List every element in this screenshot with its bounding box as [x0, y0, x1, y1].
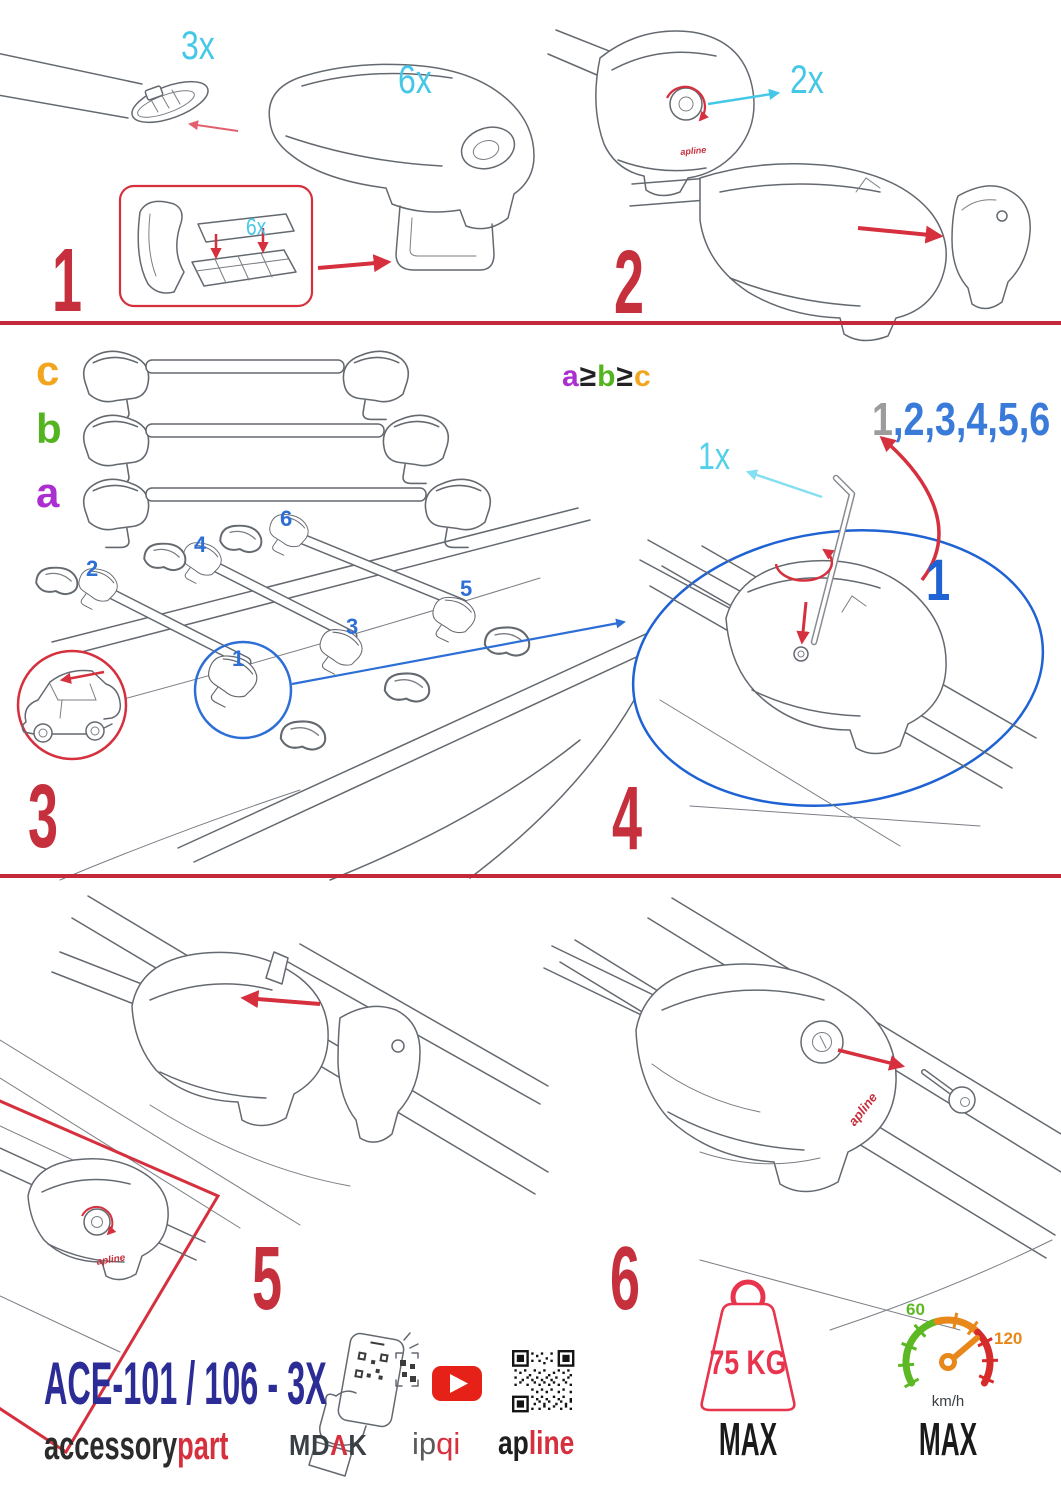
car-inset [18, 651, 126, 759]
step-number-3: 3 [28, 767, 59, 867]
pad-quantity-label: 6x [246, 214, 267, 241]
tool-quantity-label: 1x [698, 436, 731, 478]
max-weight-value: 75 KG [709, 1344, 787, 1382]
knob-quantity-label: 2x [790, 58, 824, 102]
size-formula [562, 362, 652, 392]
roof-position-3: 3 [346, 614, 359, 639]
roof-position-6: 6 [280, 506, 293, 531]
mdak-logo [289, 1432, 368, 1461]
youtube-icon [432, 1366, 482, 1401]
pad-to-foot-arrow [318, 262, 388, 268]
qr-code [510, 1348, 577, 1415]
tighten-order-number: 1 [926, 548, 951, 613]
apline-logo-step2: apline [679, 144, 707, 157]
sequence-first: 1 [872, 393, 893, 445]
section-divider-2 [0, 874, 1061, 878]
accessorypart-logo [44, 1426, 228, 1466]
size-label-a: a [36, 469, 60, 516]
apline-footer-logo [498, 1426, 574, 1459]
formula-ge1: ≥ [579, 360, 598, 393]
apline-red: line [528, 1424, 575, 1461]
step-number-2: 2 [614, 233, 645, 333]
speed-unit-label: km/h [931, 1393, 965, 1410]
sequence-rest: ,2,3,4,5,6 [892, 393, 1051, 445]
roof-position-1: 1 [232, 646, 245, 671]
size-label-c: c [36, 347, 60, 394]
ipqi-prefix: ip [412, 1426, 437, 1461]
bar-size-b [84, 415, 449, 483]
ipqi-accent: qi [436, 1426, 461, 1461]
step-number-1: 1 [52, 231, 83, 331]
insert-bar-arrow [190, 124, 238, 131]
roof-position-2: 2 [86, 556, 99, 581]
bar-quantity-label: 3x [181, 24, 215, 68]
speed-120-label: 120 [994, 1329, 1023, 1348]
roof-drawing [18, 508, 686, 880]
foot-quantity-label: 6x [398, 58, 432, 102]
formula-b: b [597, 360, 617, 393]
max-speed-label: MAX [918, 1413, 978, 1465]
tighten-sequence [872, 393, 1051, 445]
ipqi-logo [412, 1428, 460, 1459]
step4-drawing [615, 438, 1061, 846]
roof-position-4: 4 [194, 532, 207, 557]
accessorypart-black: accessory [44, 1424, 178, 1468]
formula-a: a [562, 360, 580, 393]
formula-c: c [633, 360, 652, 393]
mdak-suffix: K [348, 1430, 368, 1462]
apline-black: ap [498, 1424, 529, 1461]
size-label-b: b [36, 405, 62, 452]
roof-position-5: 5 [460, 576, 473, 601]
step-number-6: 6 [610, 1229, 641, 1329]
speed-60-label: 60 [906, 1300, 925, 1319]
step-number-4: 4 [612, 769, 643, 869]
speedometer-icon [898, 1313, 998, 1387]
bar-size-c [84, 351, 409, 419]
mdak-accent: Λ [330, 1430, 349, 1462]
mdak-prefix: MD [289, 1430, 331, 1462]
section-divider-1 [0, 321, 1061, 325]
apline-logo-step5: apline [95, 1252, 127, 1268]
tool-qty-arrow [748, 472, 822, 497]
max-weight-label: MAX [718, 1413, 778, 1465]
accessorypart-red: part [177, 1424, 229, 1468]
formula-ge2: ≥ [616, 360, 634, 393]
apline-logo-step6: apline [845, 1089, 881, 1129]
step-number-5: 5 [252, 1229, 283, 1329]
product-code: ACE-101 / 106 - 3X [44, 1350, 327, 1417]
step1-inset [120, 186, 312, 306]
